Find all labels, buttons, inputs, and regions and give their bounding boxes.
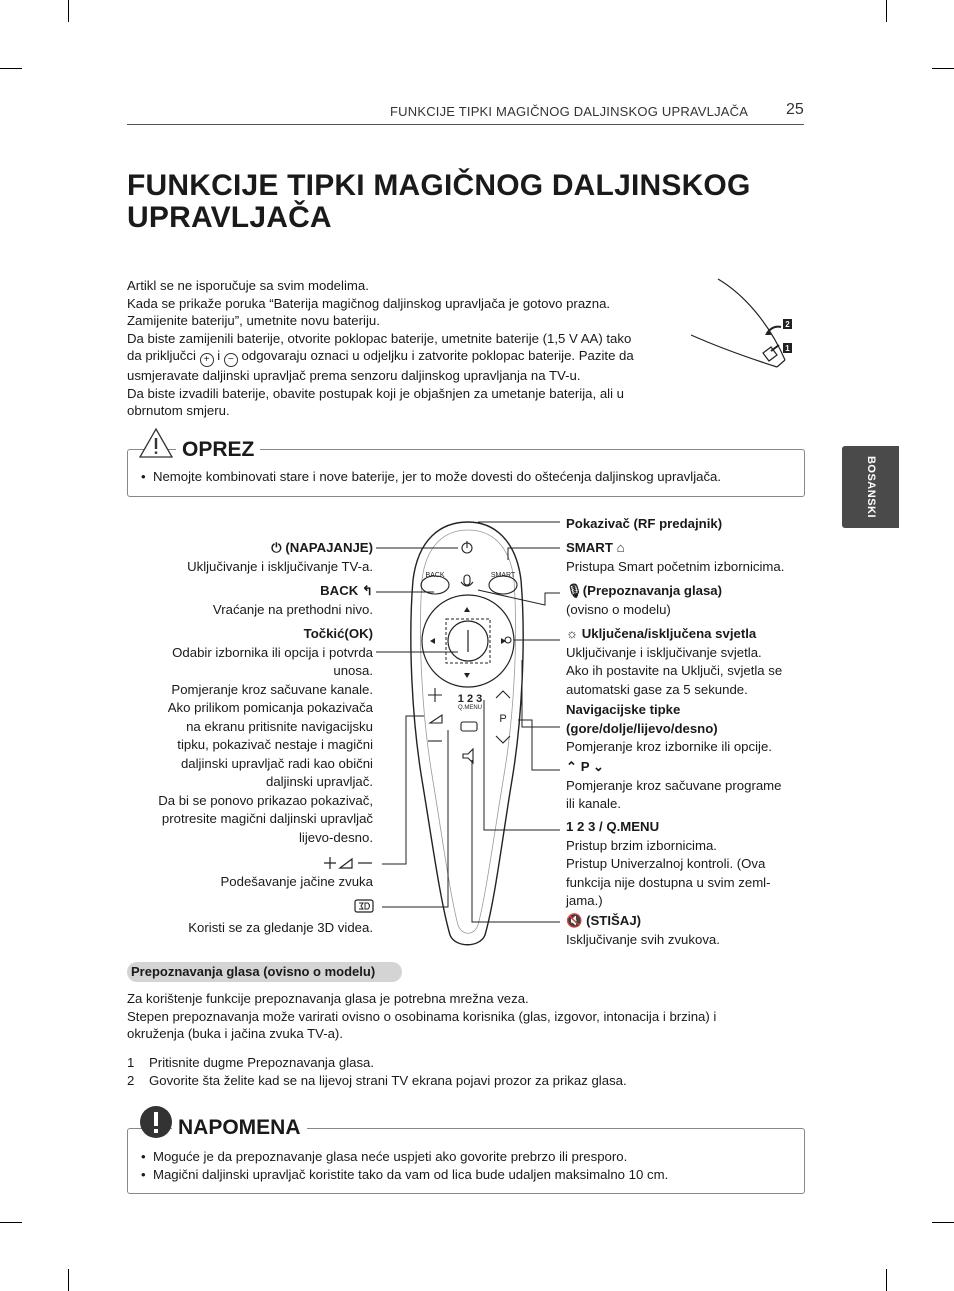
note-exclamation-icon [139, 1105, 173, 1139]
mute-icon: 🔇 [566, 913, 583, 928]
step-1-label: 1 [785, 344, 790, 353]
chevron-up-icon: ⌃ [566, 759, 578, 774]
label-navigation: Navigacijske tipke (gore/dolje/lijevo/desno) Pomjeranje kroz izbornike ili opcije. [566, 702, 772, 754]
voice-section-text: Za korištenje funkcije prepoznavanja glasa je potrebna mrežna veza. Stepen prepoznavanja može varirati ovisno o osobinama korisnika (glas, izgovor, intonacija i brzina) i okruženja (buka i jačina zvuka TV-a). [127, 991, 717, 1041]
label-3d: Koristi se za gledanje 3D videa. [188, 920, 373, 935]
voice-step-2: Govorite šta želite kad se na lijevoj strani TV ekrana pojavi prozor za prikaz glasa. [149, 1073, 627, 1088]
remote-back-label: BACK [425, 572, 445, 579]
label-volume: Podešavanje jačine zvuka [220, 874, 373, 889]
label-voice: 🎙(Prepoznavanja glasa) (ovisno o modelu) [566, 583, 722, 617]
label-light: ☼ Uključena/isključena svjetla Uključivanje i isključivanje svjetla. Ako ih postavite na Uključi, svjetla se automatski gase za 5 sekunde. [566, 626, 783, 697]
power-icon: ⏻ [271, 540, 282, 555]
3d-icon [354, 899, 374, 913]
label-mute: 🔇 (STIŠAJ) Isključivanje svih zvukova. [566, 913, 720, 947]
note-title: NAPOMENA [172, 1116, 307, 1140]
voice-step-1: Pritisnite dugme Prepoznavanja glasa. [149, 1055, 375, 1070]
plus-icon: + [200, 353, 214, 367]
label-pointer: Pokazivač (RF predajnik) [566, 516, 723, 531]
voice-section-heading: Prepoznavanja glasa (ovisno o modelu) [127, 962, 402, 982]
label-wheel: Točkić(OK) Odabir izbornika ili opcija i potvrda unosa. Pomjeranje kroz sačuvane kanale. Ako prilikom pomicanja pokazivača na ekranu pritisnite navigacijsku tipku, pokazivač nestaje i magični daljinski upravljač radi kao obični daljinski upravljač. Da bi se ponovo prikazao pokazivač, protresite magični daljinski upravljač lijevo-desno. [158, 626, 373, 845]
intro-text: Artikl se ne isporučuje sa svim modelima. Kada se prikaže poruka “Baterija magičnog daljinskog upravljača je gotovo prazna. Zamijenite bateriju”, umetnite novu bateriju. Da biste zamijenili baterije, otvorite poklopac baterije, umetnite baterije (1,5 V AA) tako da priključci + i − odgovaraju oznaci u odjeljku i zatvorite poklopac baterije. Pazite da usmjeravate daljinski upravljač prema senzoru daljinskog upravljanja na TV-u. Da biste izvadili baterije, obavite postupak koji je objašnjen za umetanje baterija, ali u obrnutom smjeru. [127, 278, 634, 418]
label-channel: ⌃ P ⌄ Pomjeranje kroz sačuvane programe ili kanale. [566, 759, 782, 811]
remote-p-label: P [499, 713, 507, 725]
language-tab: BOSANSKI [842, 446, 899, 528]
remote-smart-label: SMART [490, 572, 516, 579]
remote-123-label: 1 2 3 [457, 693, 483, 705]
lightbulb-icon: ☼ [566, 626, 579, 641]
step-2-label: 2 [785, 320, 790, 329]
back-arrow-icon: ↰ [361, 583, 373, 598]
minus-icon: − [224, 353, 238, 367]
note-item-2: • Magični daljinski upravljač koristite tako da vam od lica bude udaljen maksimalno 10 cm. [141, 1167, 669, 1182]
home-icon: ⌂ [616, 540, 625, 555]
remote-qmenu-label: Q.MENU [458, 705, 482, 711]
page-number: 25 [786, 101, 804, 118]
note-item-1: • Moguće je da prepoznavanje glasa neće uspjeti ako govorite prebrzo ili presporo. [141, 1149, 628, 1164]
volume-icons [322, 855, 374, 871]
voice-step-2-number: 2 [127, 1073, 135, 1088]
caution-title: OPREZ [176, 438, 260, 462]
label-power: ⏻ (NAPAJANJE) Uključivanje i isključivanje TV-a. [187, 540, 373, 574]
running-header: FUNKCIJE TIPKI MAGIČNOG DALJINSKOG UPRAVLJAČA [390, 104, 749, 119]
page-title: FUNKCIJE TIPKI MAGIČNOG DALJINSKOG UPRAVLJAČA [127, 169, 751, 234]
chevron-down-icon: ⌄ [592, 759, 605, 774]
label-back: BACK ↰ Vraćanje na prethodni nivo. [212, 583, 373, 617]
microphone-icon: 🎙 [566, 583, 583, 598]
label-qmenu: 1 2 3 / Q.MENU Pristup brzim izbornicima. Pristup Univerzalnoj kontroli. (Ova funkcija nije dostupna u svim zeml- jama.) [566, 819, 771, 908]
caution-item: • Nemojte kombinovati stare i nove baterije, jer to može dovesti do oštećenja daljinskog upravljača. [141, 469, 722, 484]
voice-step-1-number: 1 [127, 1055, 135, 1070]
label-smart: SMART ⌂ Pristupa Smart početnim izbornicima. [566, 540, 785, 574]
